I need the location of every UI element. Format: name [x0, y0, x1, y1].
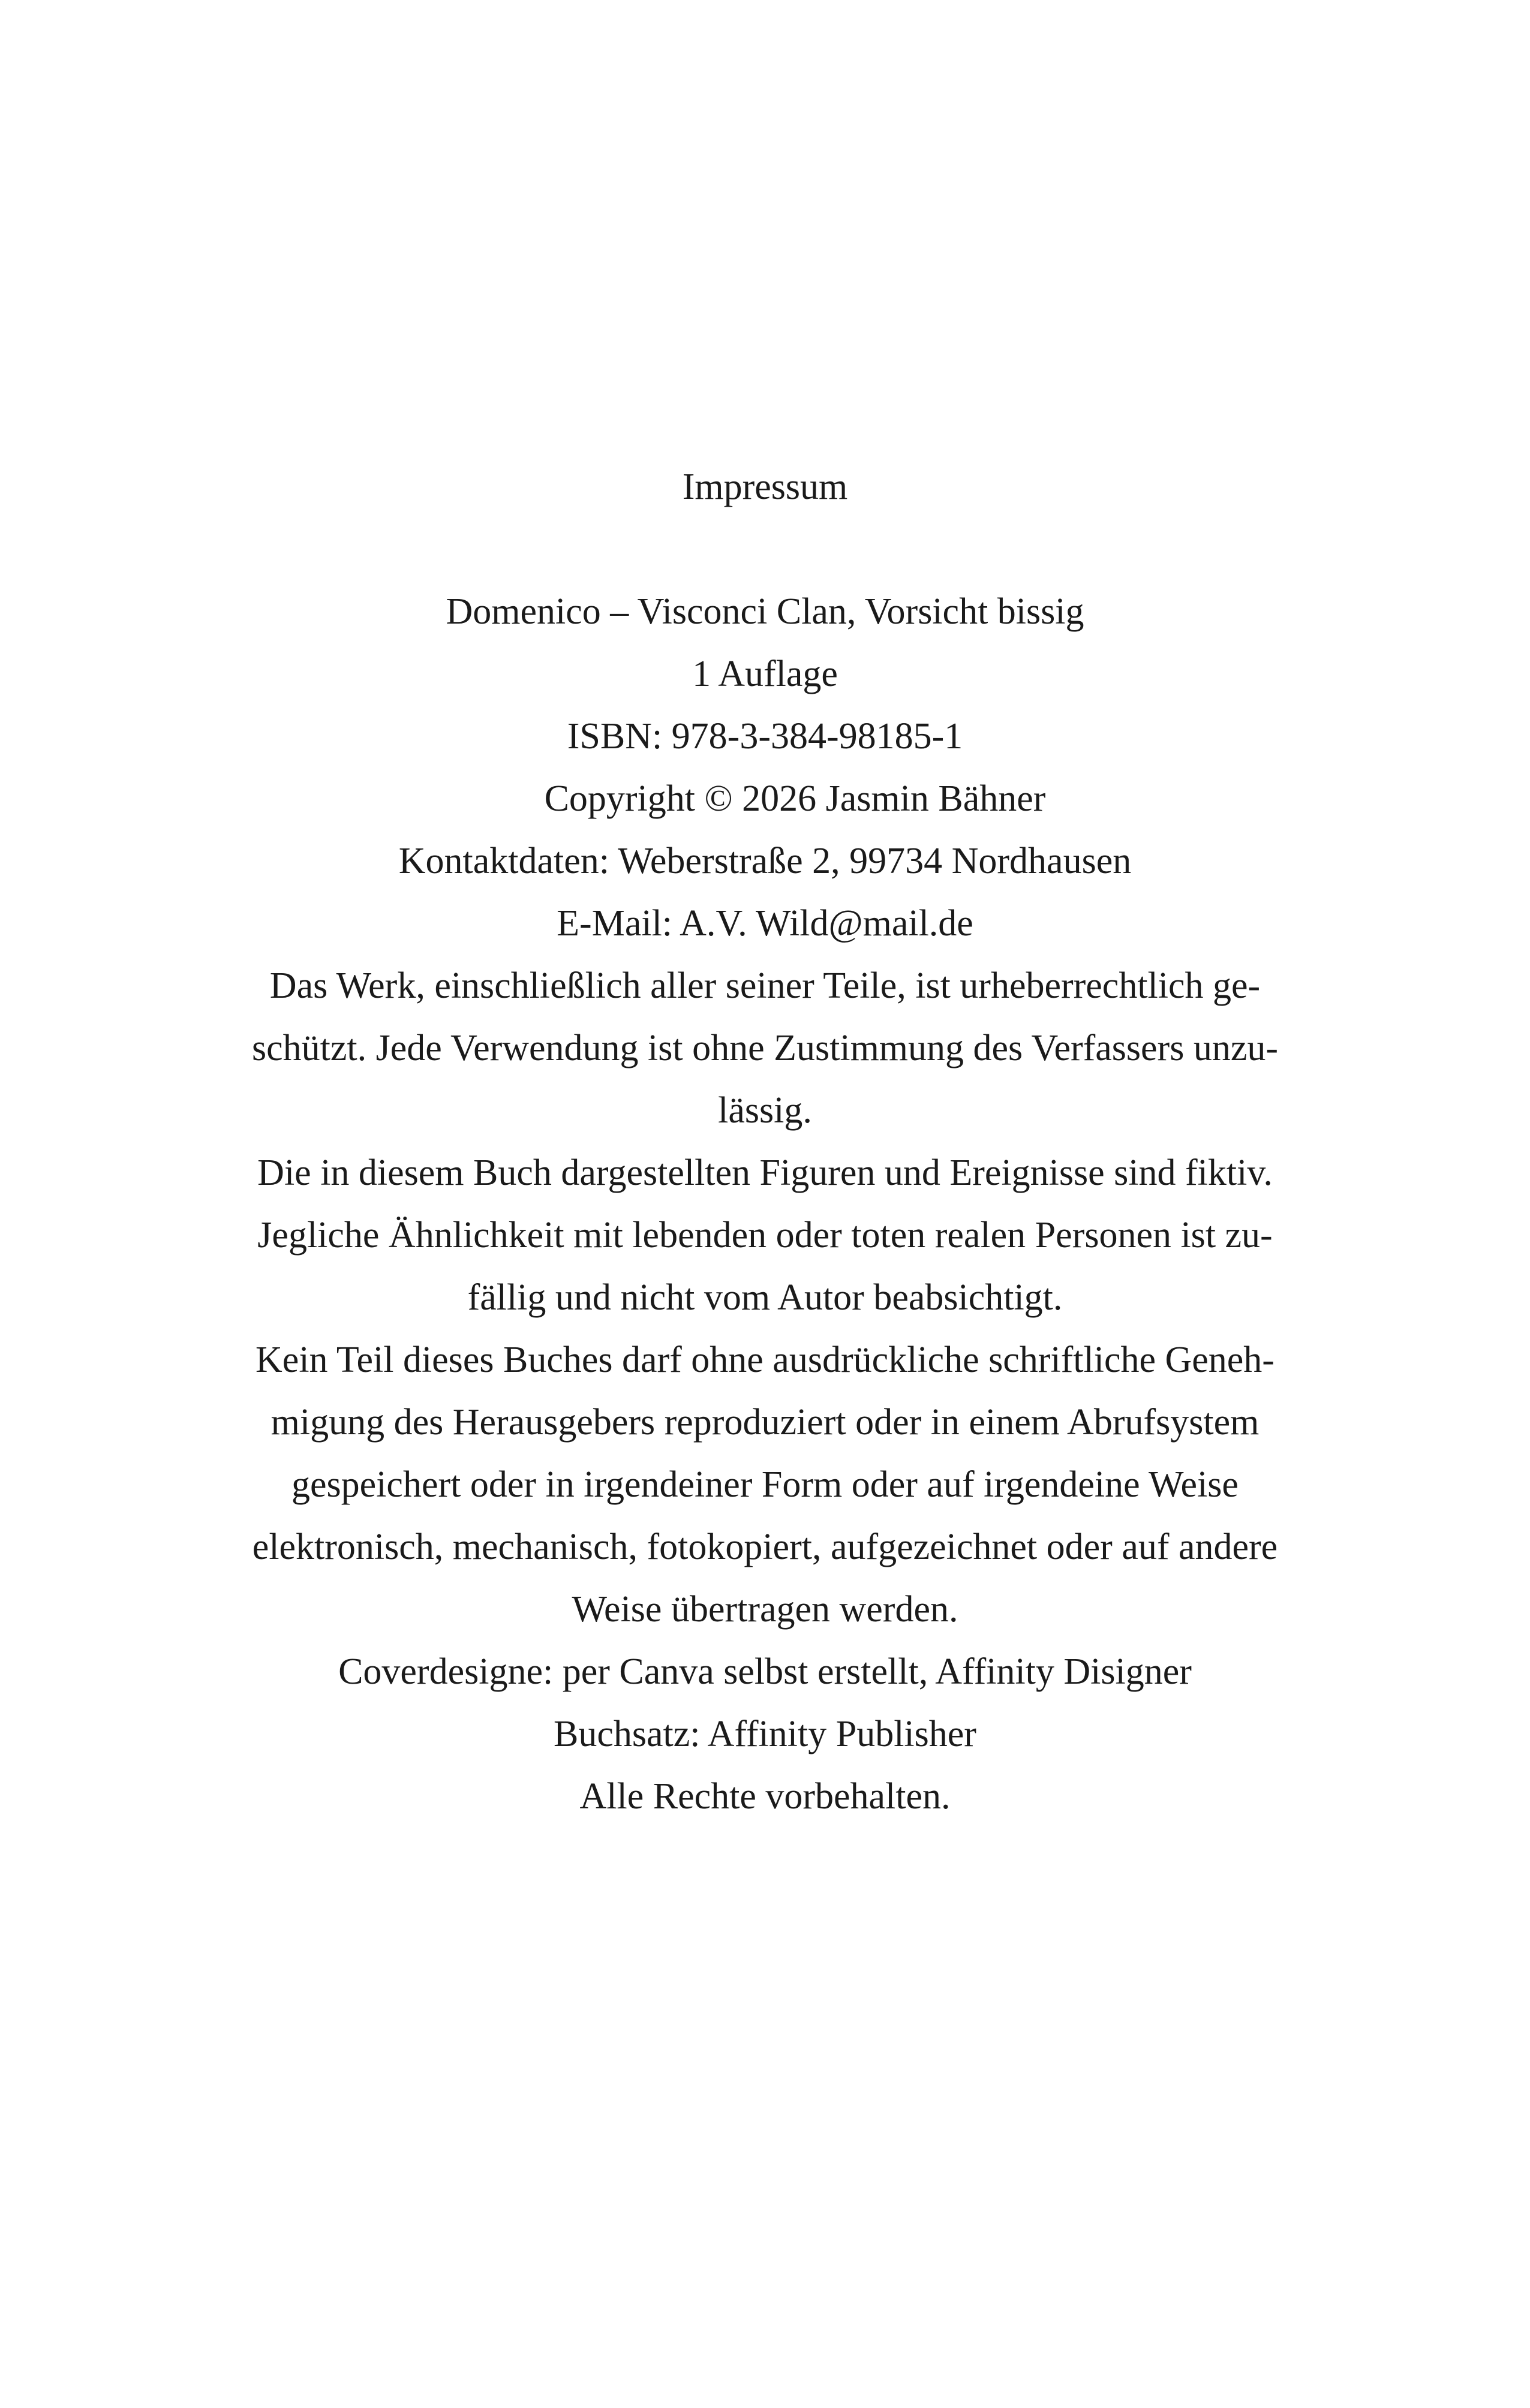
copyright-line: Copyright © 2026 Jasmin Bähner	[544, 778, 1046, 819]
typesetting-line: Buchsatz: Affinity Publisher	[554, 1714, 976, 1754]
email-line: E-Mail: A.V. Wild@mail.de	[557, 903, 973, 944]
rights-text-line: lässig.	[718, 1090, 812, 1131]
reproduction-text-line: migung des Herausgebers reproduziert oder in einem Abrufsystem	[270, 1402, 1260, 1443]
fiction-text-line: Jegliche Ähnlichkeit mit lebenden oder toten realen Personen ist zu-	[257, 1215, 1273, 1256]
reproduction-text-line: gespeichert oder in irgendeiner Form oder auf irgendeine Weise	[291, 1464, 1239, 1505]
isbn-line: ISBN: 978-3-384-98185-1	[567, 716, 963, 757]
contact-line: Kontaktdaten: Weberstraße 2, 99734 Nordhausen	[398, 841, 1132, 881]
book-title-line: Domenico – Visconci Clan, Vorsicht bissig	[446, 591, 1084, 632]
rights-text-line: schützt. Jede Verwendung ist ohne Zustimmung des Verfassers unzu-	[252, 1028, 1278, 1068]
reproduction-text-line: Weise übertragen werden.	[572, 1589, 958, 1630]
reproduction-text-line: Kein Teil dieses Buches darf ohne ausdrückliche schriftliche Geneh-	[255, 1340, 1275, 1380]
page-title: Impressum	[682, 466, 848, 507]
cover-design-line: Coverdesigne: per Canva selbst erstellt, Affinity Disigner	[338, 1651, 1192, 1692]
imprint-block	[180, 456, 1350, 1828]
rights-text-line: Das Werk, einschließlich aller seiner Teile, ist urheberrechtlich ge-	[269, 965, 1261, 1006]
reproduction-text-line: elektronisch, mechanisch, fotokopiert, aufgezeichnet oder auf andere	[252, 1527, 1278, 1567]
fiction-text-line: Die in diesem Buch dargestellten Figuren und Ereignisse sind fiktiv.	[257, 1152, 1273, 1193]
all-rights-line: Alle Rechte vorbehalten.	[579, 1776, 951, 1817]
fiction-text-line: fällig und nicht vom Autor beabsichtigt.	[467, 1277, 1063, 1318]
edition-line: 1 Auflage	[692, 654, 838, 694]
